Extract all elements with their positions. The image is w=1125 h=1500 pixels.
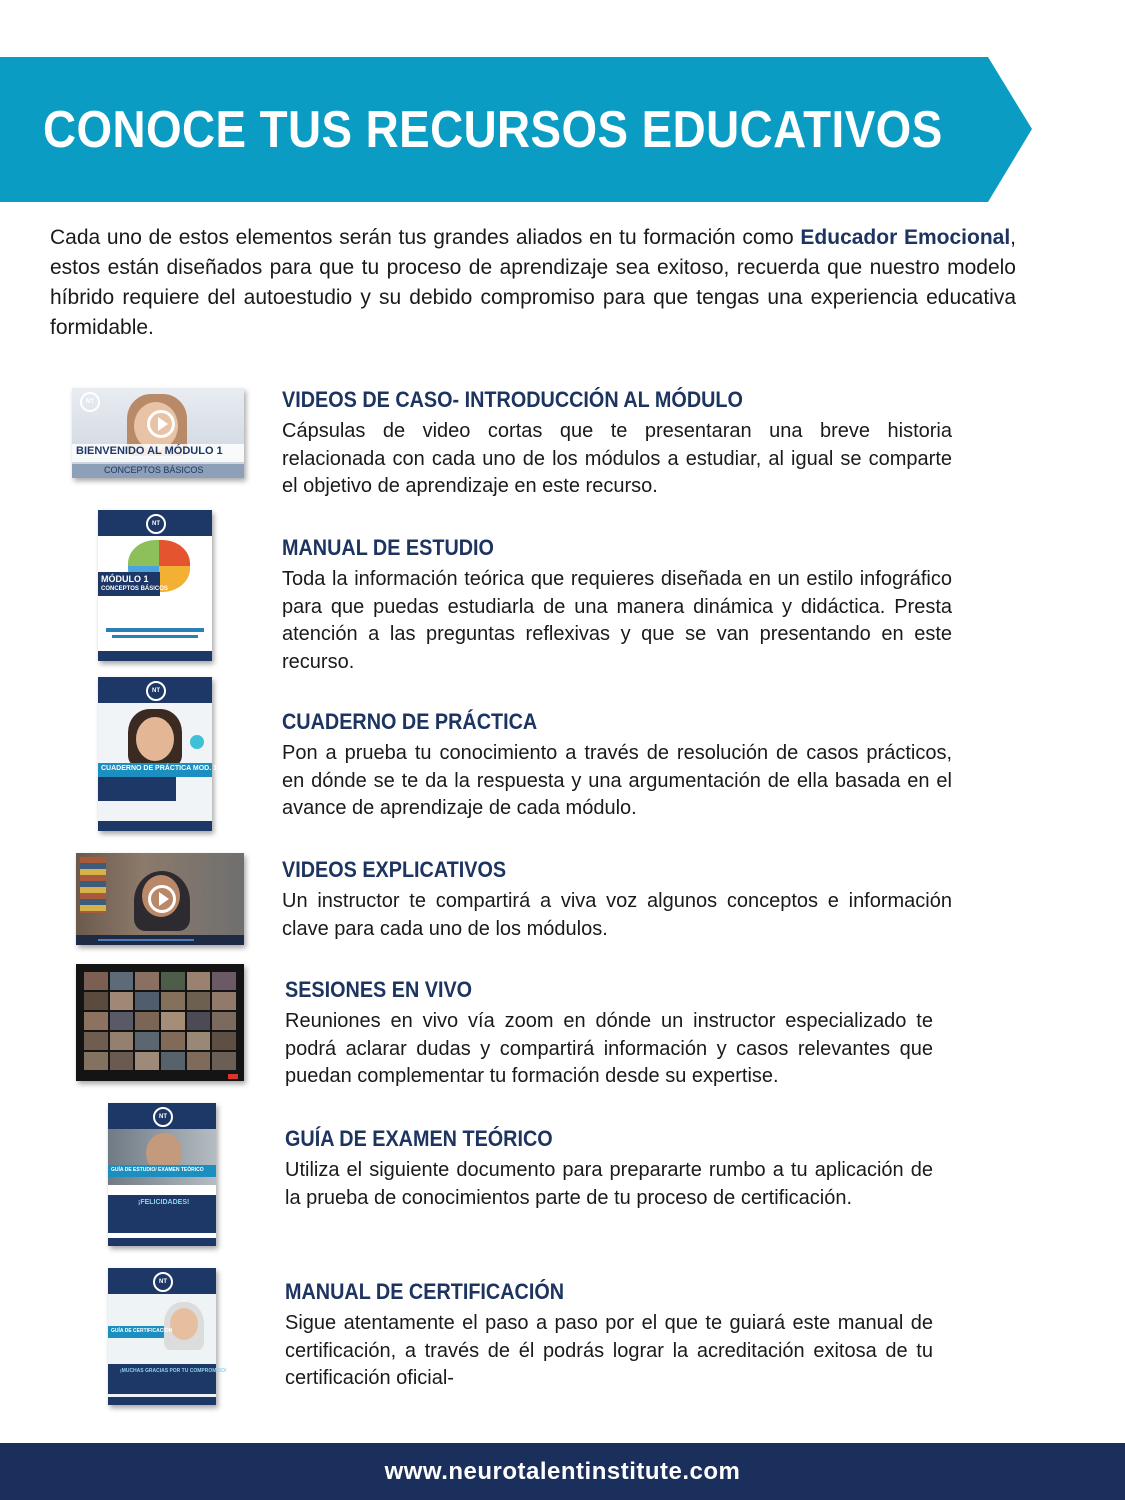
- resource-desc-manual-certificacion: Sigue atentamente el paso a paso por el que te guiará este manual de certificación, a través de él podrás lograr la acreditación exitosa de tu certificación oficial-: [285, 1312, 933, 1389]
- study-manual-thumbnail[interactable]: [98, 510, 212, 661]
- resource-title-cuaderno-practica: CUADERNO DE PRÁCTICA: [282, 709, 538, 734]
- intro-text-start: Cada uno de estos elementos serán tus grandes aliados en tu formación como: [50, 226, 801, 249]
- resource-desc-manual-estudio: Toda la información teórica que requieres diseñada en un estilo infográfico para que puedas estudiarla de una manera dinámica y didáctica. Presta atención a las preguntas reflexivas y que se van presentando en este recurso.: [282, 568, 952, 673]
- resource-desc-cuaderno-practica: Pon a prueba tu conocimiento a través de resolución de casos prácticos, en dónde se te da la respuesta y una argumentación de ella basada en el avance de aprendizaje de cada módulo.: [282, 742, 952, 819]
- resource-desc-sesiones-vivo: Reuniones en vivo vía zoom en dónde un instructor especializado te podrá aclarar dudas y compartirá información y casos relevantes que puedan complementar tu formación desde su expertise.: [285, 1010, 933, 1087]
- resource-title-manual-certificacion: MANUAL DE CERTIFICACIÓN: [285, 1279, 565, 1304]
- resource-title-videos-explicativos: VIDEOS EXPLICATIVOS: [282, 857, 507, 882]
- resource-desc-guia-examen: Utiliza el siguiente documento para prepararte rumbo a tu aplicación de la prueba de conocimientos parte de tu proceso de certificación.: [285, 1159, 933, 1209]
- footer-website-link[interactable]: www.neurotalentinstitute.com: [384, 1457, 741, 1485]
- resource-title-sesiones-vivo: SESIONES EN VIVO: [285, 977, 473, 1002]
- resource-desc-videos-caso: Cápsulas de video cortas que te presentaran una breve historia relacionada con cada uno de los módulos a estudiar, al igual se comparte el objetivo de aprendizaje en este recurso.: [282, 420, 952, 497]
- logo-icon: NT: [146, 681, 166, 701]
- practice-notebook-thumbnail[interactable]: [98, 677, 218, 831]
- logo-icon: NT: [153, 1107, 173, 1127]
- explainer-video-thumbnail[interactable]: [76, 853, 244, 945]
- resource-desc-videos-explicativos: Un instructor te compartirá a viva voz algunos conceptos e información clave para cada uno de los módulos.: [282, 890, 952, 940]
- intro-paragraph: [50, 223, 1016, 343]
- footer-bar: [0, 1443, 1125, 1500]
- thumbnail-caption: GUÍA DE CERTIFICACIÓN: [111, 1328, 173, 1334]
- play-icon[interactable]: [147, 410, 175, 438]
- intro-text-end: , estos están diseñados para que tu proceso de aprendizaje sea exitoso, recuerda que nuestro modelo híbrido requiere del autoestudio y su debido compromiso para que tengas una experiencia educativa formidable.: [50, 226, 1017, 339]
- logo-icon: NT: [80, 392, 100, 412]
- thumbnail-subcaption: ¡MUCHAS GRACIAS POR TU COMPROMISO!: [120, 1368, 227, 1374]
- resource-title-guia-examen: GUÍA DE EXAMEN TEÓRICO: [285, 1126, 553, 1151]
- thumbnail-subcaption: CONCEPTOS BÁSICOS: [104, 465, 204, 475]
- video-progress-bar[interactable]: [98, 939, 194, 941]
- intro-highlight: Educador Emocional: [800, 226, 1011, 249]
- live-session-thumbnail[interactable]: [76, 964, 244, 1081]
- video-case-thumbnail[interactable]: [72, 388, 244, 478]
- logo-icon: NT: [153, 1272, 173, 1292]
- exam-guide-thumbnail[interactable]: [108, 1103, 216, 1246]
- thumbnail-caption: BIENVENIDO AL MÓDULO 1: [76, 445, 223, 457]
- video-call-grid: [84, 972, 236, 1070]
- certification-manual-thumbnail[interactable]: [108, 1268, 227, 1405]
- thumbnail-caption: MÓDULO 1: [101, 574, 149, 584]
- play-icon[interactable]: [148, 885, 176, 913]
- resource-title-videos-caso: VIDEOS DE CASO- INTRODUCCIÓN AL MÓDULO: [282, 387, 743, 412]
- thumbnail-subcaption: ¡FELICIDADES!: [138, 1199, 190, 1206]
- title-banner: [0, 57, 1032, 202]
- thumbnail-caption: CUADERNO DE PRÁCTICA MOD. 1: [101, 765, 218, 772]
- thumbnail-caption: GUÍA DE ESTUDIO/ EXAMEN TEÓRICO: [111, 1167, 204, 1173]
- page-title: CONOCE TUS RECURSOS EDUCATIVOS: [43, 100, 943, 159]
- thumbnail-subcaption: CONCEPTOS BÁSICOS: [101, 586, 168, 592]
- logo-icon: NT: [146, 514, 166, 534]
- resource-title-manual-estudio: MANUAL DE ESTUDIO: [282, 535, 494, 560]
